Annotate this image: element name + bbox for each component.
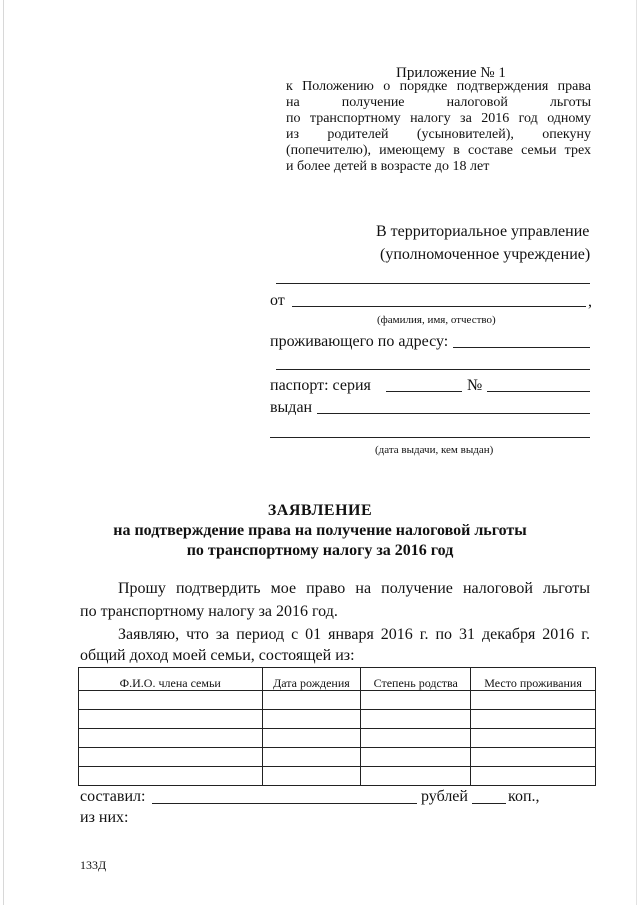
table-row <box>79 767 596 786</box>
table-cell[interactable] <box>471 710 596 729</box>
issued-field-line[interactable] <box>317 413 590 414</box>
table-cell[interactable] <box>471 691 596 710</box>
document-title: ЗАЯВЛЕНИЕ <box>267 502 373 519</box>
issued-field-line-2[interactable] <box>270 437 590 438</box>
body-paragraph1-line2: по транспортному налогу за 2016 год. <box>80 603 338 620</box>
passport-number-label: № <box>467 377 483 394</box>
appendix-line: на получение налоговой льготы <box>286 95 591 110</box>
column-header-birthdate: Дата рождения <box>262 668 361 691</box>
table-cell[interactable] <box>262 748 361 767</box>
table-row <box>79 710 596 729</box>
scan-edge-right <box>636 0 637 905</box>
addressee-blank-line[interactable] <box>276 283 590 284</box>
table-cell[interactable] <box>262 710 361 729</box>
table-cell[interactable] <box>471 748 596 767</box>
passport-number-field[interactable] <box>487 391 590 392</box>
issued-label: выдан <box>270 399 313 416</box>
appendix-line: из родителей (усыновителей), опекуну <box>286 127 591 142</box>
table-cell[interactable] <box>361 767 471 786</box>
from-comma: , <box>588 293 592 310</box>
table-cell[interactable] <box>79 767 263 786</box>
address-label: проживающего по адресу: <box>270 333 449 350</box>
document-subtitle-line1: на подтверждение права на получение налоговой льготы <box>113 522 527 539</box>
document-subtitle-line2: по транспортному налогу за 2016 год <box>186 542 454 559</box>
table-row <box>79 691 596 710</box>
address-field-line[interactable] <box>453 347 590 348</box>
column-header-relation: Степень родства <box>361 668 471 691</box>
table-header-row <box>79 668 596 691</box>
rubles-label: рублей <box>421 788 468 805</box>
table-cell[interactable] <box>79 691 263 710</box>
issued-hint: (дата выдачи, кем выдан) <box>375 444 494 456</box>
from-label: от <box>270 292 285 309</box>
page-code: 133Д <box>80 858 107 872</box>
total-label: составил: <box>80 788 146 805</box>
table-cell[interactable] <box>471 767 596 786</box>
addressee-line2: (уполномоченное учреждение) <box>380 246 591 263</box>
table-cell[interactable] <box>79 748 263 767</box>
appendix-line: к Положению о порядке подтверждения права <box>286 79 591 94</box>
column-header-name: Ф.И.О. члена семьи <box>79 668 263 691</box>
body-paragraph2-line2: общий доход моей семьи, состоящей из: <box>80 647 355 664</box>
table-cell[interactable] <box>361 729 471 748</box>
kopecks-label: коп., <box>508 788 540 805</box>
table-cell[interactable] <box>79 729 263 748</box>
table-cell[interactable] <box>361 710 471 729</box>
table-cell[interactable] <box>361 748 471 767</box>
scan-edge-left <box>3 0 4 905</box>
appendix-line: по транспортному налогу за 2016 год одному <box>286 111 591 126</box>
appendix-line: (попечителю), имеющему в составе семьи трех <box>286 143 591 158</box>
total-kopecks-field[interactable] <box>472 803 506 804</box>
of-them-label: из них: <box>80 809 129 826</box>
passport-series-field[interactable] <box>386 391 462 392</box>
family-members-table <box>78 667 596 786</box>
column-header-residence: Место проживания <box>471 668 596 691</box>
table-row <box>79 729 596 748</box>
table-cell[interactable] <box>471 729 596 748</box>
body-paragraph1-line1: Прошу подтвердить мое право на получение налоговой льготы <box>118 580 590 597</box>
table-cell[interactable] <box>262 691 361 710</box>
name-field-line[interactable] <box>292 306 586 307</box>
table-cell[interactable] <box>79 710 263 729</box>
passport-series-label: паспорт: серия <box>270 377 371 394</box>
table-cell[interactable] <box>262 767 361 786</box>
address-field-line-2[interactable] <box>276 369 590 370</box>
table-cell[interactable] <box>262 729 361 748</box>
appendix-title: Приложение № 1 <box>396 65 506 81</box>
body-paragraph2-line1: Заявляю, что за период с 01 января 2016 г. по 31 декабря 2016 г. <box>118 626 590 643</box>
table-cell[interactable] <box>361 691 471 710</box>
appendix-line: и более детей в возрасте до 18 лет <box>286 159 490 174</box>
total-rubles-field[interactable] <box>152 803 417 804</box>
table-row <box>79 748 596 767</box>
addressee-line1: В территориальное управление <box>376 223 590 240</box>
name-hint: (фамилия, имя, отчество) <box>377 314 496 326</box>
